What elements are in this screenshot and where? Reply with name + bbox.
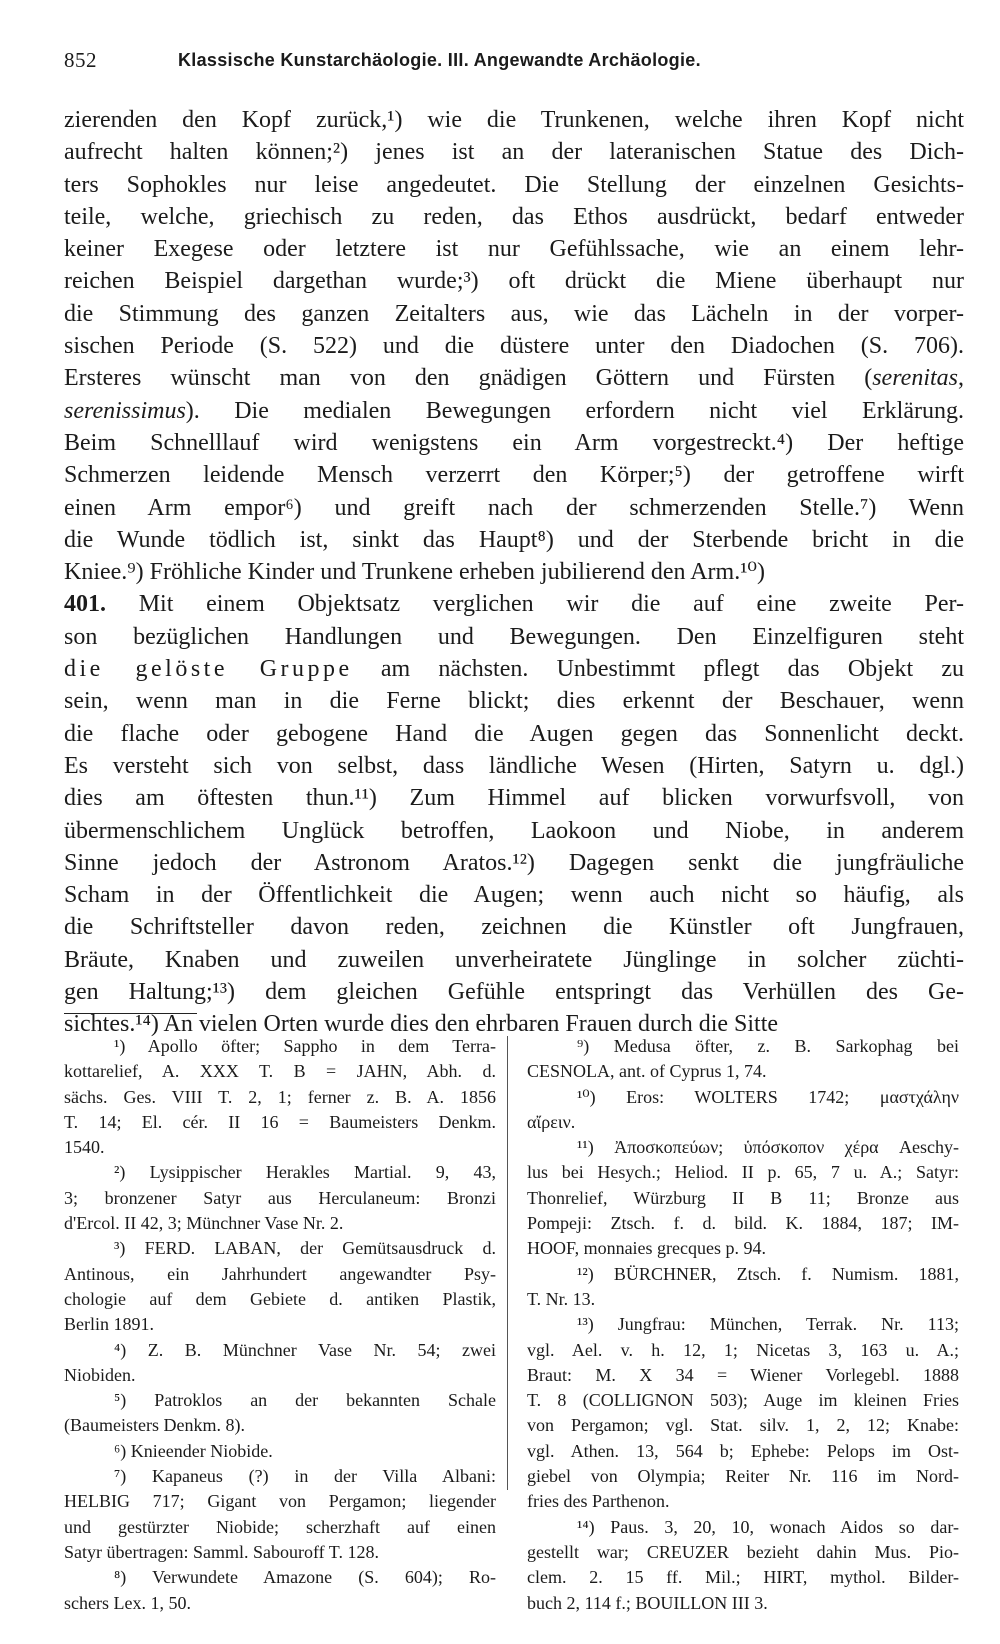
footnote-line: CESNOLA, ant. of Cyprus 1, 74.: [527, 1061, 767, 1082]
footnote-line: Satyr übertragen: Samml. Sabouroff T. 128.: [64, 1541, 379, 1562]
footnote-line: ⁴) Z. B. Münchner Vase Nr. 54; zwei: [114, 1339, 496, 1360]
body-text-line: 401. Mit einem Objektsatz verglichen wir die auf eine zweite Per-: [64, 591, 964, 618]
footnote-line: Berlin 1891.: [64, 1314, 154, 1335]
footnote-line: von Pergamon; vgl. Stat. silv. 1, 2, 12; Knabe:: [527, 1415, 959, 1436]
footnote-line: ¹³) Jungfrau: München, Terrak. Nr. 113;: [577, 1314, 959, 1335]
body-text-line: Ersteres wünscht man von den gnädigen Göttern und Fürsten (serenitas,: [64, 365, 964, 392]
footnote-line: ¹⁰) Eros: WOLTERS 1742; μαστχάλην: [577, 1086, 959, 1107]
footnote-line: fries des Parthenon.: [527, 1491, 670, 1512]
body-text-line: die Stimmung des ganzen Zeitalters aus, wie das Lächeln in der vorper-: [64, 300, 964, 327]
footnote-line: vgl. Ael. v. h. 12, 1; Nicetas 3, 163 u. A.;: [527, 1339, 959, 1360]
footnote-line: 3; bronzener Satyr aus Herculaneum: Bronzi: [64, 1187, 496, 1208]
body-text-line: Scham in der Öffentlichkeit die Augen; wenn auch nicht so häufig, als: [64, 882, 964, 909]
footnote-line: T. Nr. 13.: [527, 1288, 596, 1309]
footnote-line: d'Ercol. II 42, 3; Münchner Vase Nr. 2.: [64, 1213, 344, 1234]
footnote-column-divider: [507, 1036, 508, 1490]
running-title: Klassische Kunstarchäologie. III. Angewandte Archäologie.: [178, 50, 701, 70]
body-text-line: keiner Exegese oder letztere ist nur Gefühlssache, wie an einem lehr-: [64, 236, 964, 263]
body-text-line: dies am öftesten thun.¹¹) Zum Himmel auf blicken vorwurfsvoll, von: [64, 785, 964, 812]
footnote-line: chologie auf dem Gebiete d. antiken Plastik,: [64, 1288, 496, 1309]
body-text-line: Kniee.⁹) Fröhliche Kinder und Trunkene erheben jubilierend den Arm.¹⁰): [64, 559, 766, 586]
footnote-line: T. 14; El. cér. II 16 = Baumeisters Denkm.: [64, 1111, 496, 1132]
body-text-line: serenissimus). Die medialen Bewegungen erfordern nicht viel Erklärung.: [64, 397, 964, 424]
body-text-line: aufrecht halten können;²) jenes ist an der lateranischen Statue des Dich-: [64, 139, 964, 166]
footnote-line: ²) Lysippischer Herakles Martial. 9, 43,: [114, 1162, 496, 1183]
footnote-line: ³) FERD. LABAN, der Gemütsausdruck d.: [114, 1238, 496, 1259]
footnote-line: lus bei Hesych.; Heliod. II p. 65, 7 u. A.; Satyr:: [527, 1162, 959, 1183]
footnote-line: Niobiden.: [64, 1364, 136, 1385]
footnote-line: Braut: M. X 34 = Wiener Vorlegebl. 1888: [527, 1364, 959, 1385]
footnote-line: Antinous, ein Jahrhundert angewandter Psy-: [64, 1263, 496, 1284]
footnote-line: HELBIG 717; Gigant von Pergamon; liegender: [64, 1491, 496, 1512]
footnote-line: kottarelief, A. XXX T. B = JAHN, Abh. d.: [64, 1061, 496, 1082]
body-text-line: sischen Periode (S. 522) und die düstere unter den Diadochen (S. 706).: [64, 333, 964, 360]
body-text-line: Es versteht sich von selbst, dass ländliche Wesen (Hirten, Satyrn u. dgl.): [64, 752, 964, 779]
footnote-line: ⁶) Knieender Niobide.: [114, 1440, 273, 1461]
body-text-line: zierenden den Kopf zurück,¹) wie die Trunkenen, welche ihren Kopf nicht: [64, 107, 964, 133]
footnote-line: und gestürzter Niobide; scherzhaft auf einen: [64, 1516, 496, 1537]
body-text-line: teile, welche, griechisch zu reden, das Ethos ausdrückt, bedarf entweder: [64, 203, 964, 230]
main-text: [64, 104, 964, 1041]
footnote-line: Pompeji: Ztsch. f. d. bild. K. 1884, 187; IM-: [527, 1213, 959, 1234]
footnote-line: T. 8 (COLLIGNON 503); Auge im kleinen Fries: [527, 1390, 959, 1411]
body-text-line: Sinne jedoch der Astronom Aratos.¹²) Dagegen senkt die jungfräuliche: [64, 849, 964, 876]
footnote-line: sächs. Ges. VIII T. 2, 1; ferner z. B. A. 1856: [64, 1086, 496, 1107]
page-number: 852: [64, 48, 97, 72]
footnote-line: 1540.: [64, 1137, 105, 1158]
body-text-line: reichen Beispiel dargethan wurde;³) oft drückt die Miene überhaupt nur: [64, 268, 964, 295]
footnote-line: ⁸) Verwundete Amazone (S. 604); Ro-: [114, 1567, 496, 1588]
footnote-line: ⁷) Kapaneus (?) in der Villa Albani:: [114, 1466, 496, 1487]
footnote-line: schers Lex. 1, 50.: [64, 1592, 191, 1613]
body-text-line: Bräute, Knaben und zuweilen unverheiratete Jünglinge in solcher züchti-: [64, 946, 964, 973]
body-text-line: übermenschlichem Unglück betroffen, Laokoon und Niobe, in anderem: [64, 817, 964, 844]
footnote-line: ¹) Apollo öfter; Sappho in dem Terra-: [114, 1036, 496, 1056]
footnote-line: clem. 2. 15 ff. Mil.; HIRT, mythol. Bilder-: [527, 1567, 959, 1588]
footnote-line: giebel von Olympia; Reiter Nr. 116 im Nord-: [527, 1466, 959, 1487]
body-text-line: son bezüglichen Handlungen und Bewegungen. Den Einzelfiguren steht: [64, 623, 964, 650]
body-text-line: Beim Schnelllauf wird wenigstens ein Arm vorgestreckt.⁴) Der heftige: [64, 429, 964, 456]
footnote-line: Thonrelief, Würzburg II B 11; Bronze aus: [527, 1187, 959, 1208]
footnote-line: ⁵) Patroklos an der bekannten Schale: [114, 1390, 496, 1411]
body-text-line: die gelöste Gruppe am nächsten. Unbestimmt pflegt das Objekt zu: [64, 656, 964, 683]
body-text-line: einen Arm empor⁶) und greift nach der schmerzenden Stelle.⁷) Wenn: [64, 494, 964, 521]
body-text-line: die flache oder gebogene Hand die Augen gegen das Sonnenlicht deckt.: [64, 720, 964, 747]
body-text-line: die Schriftsteller davon reden, zeichnen die Künstler oft Jungfrauen,: [64, 914, 964, 941]
body-text-line: die Wunde tödlich ist, sinkt das Haupt⁸) und der Sterbende bricht in die: [64, 526, 964, 553]
footnote-line: ¹⁴) Paus. 3, 20, 10, wonach Aidos so dar-: [577, 1516, 959, 1537]
footnote-line: ¹²) BÜRCHNER, Ztsch. f. Numism. 1881,: [577, 1263, 959, 1284]
body-text-line: gen Haltung;¹³) dem gleichen Gefühle entspringt das Verhüllen des Ge-: [64, 979, 964, 1006]
footnote-line: ¹¹) Ἀποσκοπεύων; ὑπόσκοπον χέρα Aeschy-: [577, 1137, 959, 1158]
body-text-line: Schmerzen leidende Mensch verzerrt den Körper;⁵) der getroffene wirft: [64, 462, 964, 489]
footnote-rule: [64, 1013, 197, 1014]
footnotes-right-column: [527, 1034, 959, 1616]
footnote-line: gestellt war; CREUZER bezieht dahin Mus. Pio-: [527, 1541, 959, 1562]
running-header: [64, 44, 964, 76]
footnote-line: buch 2, 114 f.; BOUILLON III 3.: [527, 1592, 768, 1613]
footnote-line: vgl. Athen. 13, 564 b; Ephebe: Pelops im Ost-: [527, 1440, 959, 1461]
footnote-line: HOOF, monnaies grecques p. 94.: [527, 1238, 767, 1259]
footnote-line: αἴρειν.: [527, 1111, 576, 1132]
footnote-line: ⁹) Medusa öfter, z. B. Sarkophag bei: [577, 1036, 959, 1056]
body-text-line: ters Sophokles nur leise angedeutet. Die Stellung der einzelnen Gesichts-: [64, 171, 964, 198]
body-text-line: sichtes.¹⁴) An vielen Orten wurde dies den ehrbaren Frauen durch die Sitte: [64, 1011, 779, 1038]
footnote-line: (Baumeisters Denkm. 8).: [64, 1415, 245, 1436]
body-text-line: sein, wenn man in die Ferne blickt; dies erkennt der Beschauer, wenn: [64, 688, 964, 715]
footnotes-left-column: [64, 1034, 496, 1616]
